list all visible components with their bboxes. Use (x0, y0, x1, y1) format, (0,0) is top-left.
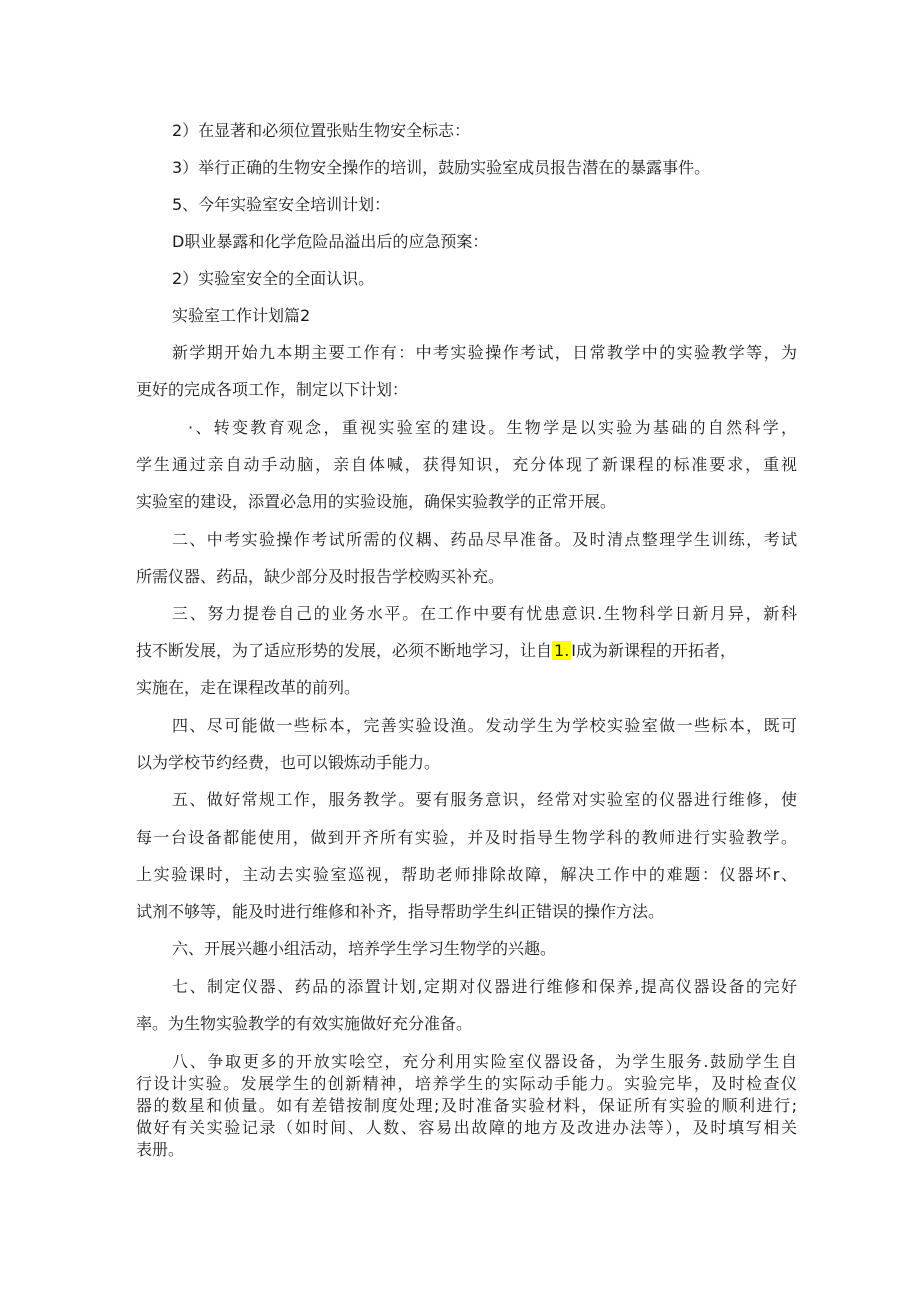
text-line: 上实验课时，主动去实验室巡视，帮助老师排除故障，解决工作中的难题：仪器坏r、 (136, 865, 797, 884)
text-line: 实验室的建设，添置必急用的实验设施，确保实验教学的正常开展。 (136, 492, 617, 511)
text-line: 更好的完成各项工作，制定以下计划： (136, 380, 409, 399)
text-line: 学生通过亲自动手动脑，亲自体喊，获得知识，充分体现了新课程的标准要求，重视 (136, 455, 797, 474)
text-line: 每一台设备都能使用，做到开齐所有实验，并及时指导生物学科的教师进行实验教学。 (136, 828, 797, 847)
text-line: 四、尽可能做一些标本，完善实验设渔。发动学生为学校实验室做一些标本，既可 (172, 716, 797, 735)
text-line: 器的数星和侦量。如有差错按制度处理;及时准备实验材料，保证所有实验的顺利进行; (136, 1096, 797, 1115)
text-line: 实施在，走在课程改革的前列。 (136, 678, 361, 697)
text-line: 5、今年实验室安全培训计划： (172, 195, 391, 214)
text-line: 所需仪器、药品，缺少部分及时报告学校购买补充。 (136, 567, 505, 586)
line-text: I成为新课程的开拓者， (571, 641, 737, 660)
text-line: 行设计实验。发展学生的创新精神，培养学生的实际动手能力。实验完毕，及时检查仪 (136, 1074, 797, 1093)
line-text: 技不断发展，为了适应形势的发展，必须不断地学习，让自 (136, 641, 553, 660)
text-line: 2）实验室安全的全面认识。 (172, 269, 375, 288)
text-line: 以为学校节约经费，也可以锻炼动手能力。 (136, 753, 441, 772)
text-line: 率。为生物实验教学的有效实施做好充分准备。 (136, 1014, 473, 1033)
text-line: D职业暴露和化学危险品溢出后的应急预案： (172, 232, 489, 251)
text-line: 试剂不够等，能及时进行维修和补齐，指导帮助学生纠正错误的操作方法。 (136, 902, 665, 921)
text-line: 八、争取更多的开放实哙空，充分利用实险室仪器设备，为学生服务.鼓励学生自 (172, 1052, 797, 1071)
text-line: 2）在显著和必须位置张贴生物安全标志： (172, 121, 471, 140)
highlighted-text: 1. (554, 641, 570, 660)
text-line: 五、做好常规工作，服务教学。要有服务意识，经常对实验室的仪器进行维修，使 (172, 790, 797, 809)
text-line: 六、开展兴趣小组活动，培养学生学习生物学的兴趣。 (172, 939, 557, 958)
text-line: 新学期开始九本期主要工作有：中考实验操作考试，日常教学中的实验教学等，为 (172, 343, 797, 362)
text-line: 实验室工作计划篇2 (172, 306, 311, 325)
text-line: ·、转变教育观念，重视实验室的建设。生物学是以实验为基础的自然科学， (188, 418, 797, 437)
text-line: 表册。 (136, 1140, 185, 1159)
text-line: 二、中考实验操作考试所需的仪耦、药品尽早准备。及时清点整理学生训练，考试 (172, 530, 797, 549)
text-line: 3）举行正确的生物安全操作的培训，鼓励实验室成员报告潜在的暴露事件。 (172, 158, 711, 177)
text-line: 七、制定仪器、药品的添置计划,定期对仪器进行维修和保养,提高仪器设备的完好 (172, 977, 797, 996)
text-line: 三、努力提卷自己的业务水平。在工作中要有忧患意识.生物科学日新月异，新科 (172, 604, 797, 623)
text-line: 做好有关实验记录（如时间、人数、容易出故障的地方及改进办法等），及时填写相关 (136, 1118, 797, 1137)
text-line (136, 640, 736, 662)
